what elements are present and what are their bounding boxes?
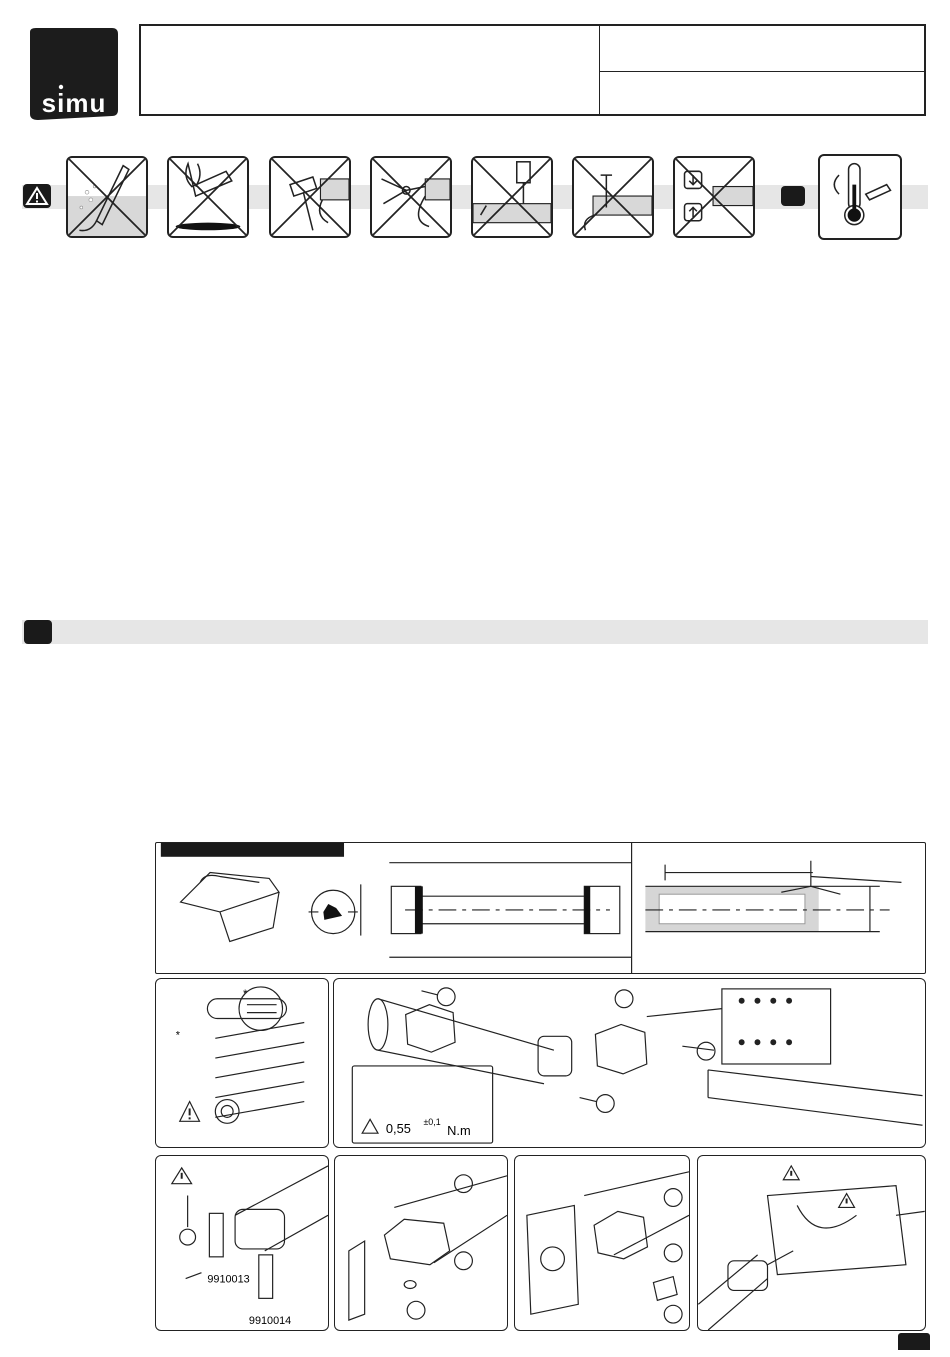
tube-dimensions-panel — [155, 842, 926, 974]
logo-text: simu — [41, 88, 107, 118]
asterisk-note: * — [242, 987, 248, 1000]
section-band — [22, 620, 928, 644]
section-badge-temperature — [781, 186, 805, 206]
bracket-panel-1 — [155, 1155, 329, 1331]
motor-assembly-panel — [333, 978, 926, 1148]
section-badge — [24, 620, 52, 644]
bracket-panel-3 — [514, 1155, 690, 1331]
warning-triangle-icon — [23, 184, 51, 208]
no-drilling-icon — [471, 156, 553, 238]
page-number-tab — [898, 1333, 930, 1350]
no-immersion-icon — [66, 156, 148, 238]
simu-logo — [26, 26, 121, 122]
bracket-panel-2 — [334, 1155, 508, 1331]
ref-9910014: 9910014 — [248, 1315, 292, 1328]
asterisk-note-2: * — [175, 1029, 181, 1042]
torque-tolerance: ±0,1 — [423, 1117, 441, 1128]
tube-preparation-panel — [155, 978, 329, 1148]
no-cutting-cable-icon — [370, 156, 452, 238]
temperature-icon — [818, 154, 902, 240]
no-crushing-icon — [673, 156, 755, 238]
title-box — [139, 24, 926, 116]
ref-9910013: 9910013 — [207, 1273, 250, 1286]
torque-unit: N.m — [447, 1123, 471, 1139]
torque-value: 0,55 — [385, 1121, 411, 1137]
cable-connection-panel — [697, 1155, 926, 1331]
no-hammer-icon — [269, 156, 351, 238]
no-screwing-icon — [572, 156, 654, 238]
no-hanging-by-cable-icon — [167, 156, 249, 238]
